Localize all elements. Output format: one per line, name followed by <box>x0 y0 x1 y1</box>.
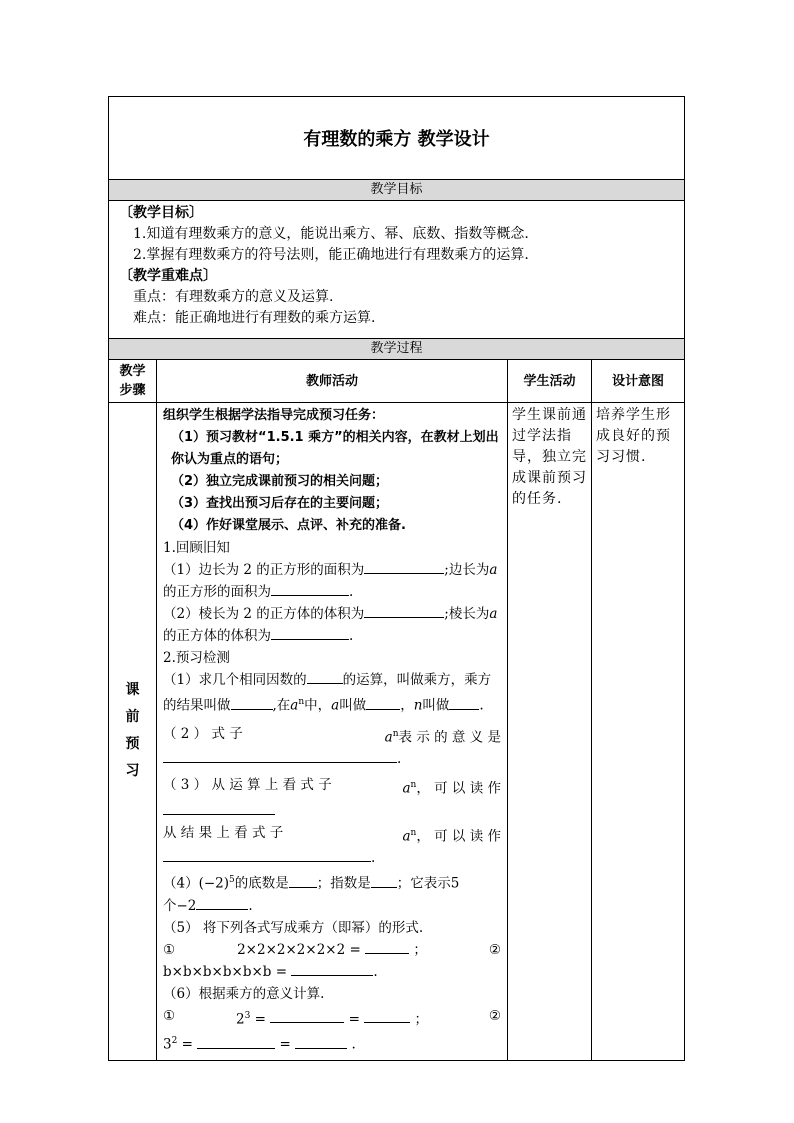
text: （ 3 ） 从 运 算 上 看 式 子 <box>163 777 332 793</box>
review-q1 <box>163 559 501 603</box>
task-item: （2）独立完成课前预习的相关问题； <box>171 474 389 489</box>
text: （ 2 ） 式 子 <box>163 725 243 742</box>
circled-number: ② <box>488 1007 501 1024</box>
text: ；指数是 <box>316 875 371 892</box>
preview-title: 2.预习检测 <box>163 650 230 666</box>
goals-heading: 〔教学目标〕 <box>119 205 203 221</box>
text: （4） <box>163 875 199 892</box>
text: 叫做 <box>422 697 450 714</box>
process-band: 教学过程 <box>109 339 685 360</box>
preview-q3-part2 <box>163 822 501 848</box>
answer-blank <box>163 847 371 862</box>
text: 个 <box>163 897 177 914</box>
text: . <box>371 850 376 866</box>
text: 中， <box>304 697 332 714</box>
text: ， 可 以 读 作 <box>416 828 501 844</box>
goals-section <box>109 201 685 339</box>
text: （1）边长为 2 的正方形的面积为 <box>163 562 365 578</box>
lesson-plan-table <box>108 96 685 1061</box>
answer-blank <box>163 748 397 763</box>
circled-number: ① <box>163 1007 176 1024</box>
preview-q3 <box>163 774 501 800</box>
header-step-label: 教学步骤 <box>119 364 146 398</box>
text: ；它表示 <box>396 875 451 892</box>
answer-blank <box>270 1008 344 1023</box>
variable: a <box>402 828 411 844</box>
answer-blank <box>295 1034 347 1049</box>
text: ;棱长为 <box>444 606 490 622</box>
goal-item: 1.知道有理数乘方的意义，能说出乘方、幂、底数、指数等概念. <box>133 226 529 242</box>
answer-blank <box>366 695 400 710</box>
expression: b×b×b×b×b×b = <box>163 963 288 980</box>
variable: a <box>489 606 498 622</box>
expression: (−2) <box>198 875 230 892</box>
expression: 2 <box>236 1011 245 1027</box>
exponent: 5 <box>229 875 235 885</box>
text: 从 结 果 上 看 式 子 <box>163 824 284 841</box>
expression: 2×2×2×2×2×2 = <box>237 941 361 958</box>
task-item: （1）预习教材“1.5.1 乘方”的相关内容，在教材上划出你认为重点的语句； <box>171 430 499 467</box>
text: （1）求几个相同因数的 <box>163 672 307 688</box>
preview-q3-answer1 <box>163 800 501 822</box>
answer-blank <box>371 873 397 888</box>
answer-blank <box>449 695 479 710</box>
text: ， <box>400 697 414 714</box>
text: （2）棱长为 2 的正方体的体积为 <box>163 606 365 622</box>
answer-blank <box>289 873 317 888</box>
variable: n <box>413 697 423 714</box>
page-title: 有理数的乘方 教学设计 <box>109 97 685 180</box>
goal-item: 2.掌握有理数乘方的符号法则，能正确地进行有理数乘方的运算. <box>133 247 529 263</box>
preview-q6-line2 <box>163 1030 501 1056</box>
answer-blank <box>271 581 349 596</box>
text: 叫做 <box>339 697 367 714</box>
header-student: 学生活动 <box>508 360 592 403</box>
text: ;边长为 <box>444 562 490 578</box>
circled-number: ① <box>163 941 176 958</box>
header-design: 设计意图 <box>592 360 685 403</box>
text: . <box>351 1036 356 1053</box>
preview-q4 <box>163 869 501 895</box>
text: = <box>181 1036 193 1053</box>
text: = <box>348 1011 360 1027</box>
preview-q2-answer <box>163 748 501 770</box>
answer-blank <box>307 669 343 684</box>
step-name-cell <box>109 403 157 1061</box>
key-point: 重点：有理数乘方的意义及运算. <box>133 289 334 305</box>
preview-q4-cont <box>163 895 501 917</box>
variable: a <box>331 697 340 714</box>
answer-blank <box>163 800 275 815</box>
text: 的底数是 <box>234 875 289 892</box>
task-intro: 组织学生根据学法指导完成预习任务： <box>163 408 385 423</box>
preview-q2 <box>163 723 501 749</box>
answer-blank <box>291 961 373 976</box>
text: = <box>254 1011 266 1027</box>
answer-blank <box>365 939 409 954</box>
text: 的正方形的面积为 <box>163 584 271 600</box>
variable: a <box>402 780 411 797</box>
circled-number: ② <box>488 941 501 958</box>
exponent: 2 <box>171 1036 178 1046</box>
text: 5 <box>450 875 460 892</box>
text: . <box>349 584 354 600</box>
key-points-heading: 〔教学重难点〕 <box>119 268 217 284</box>
answer-blank <box>196 895 248 910</box>
variable: a <box>384 729 393 745</box>
text: . <box>373 963 378 980</box>
text: ； <box>413 941 427 958</box>
answer-blank <box>364 559 444 574</box>
exponent: 3 <box>244 1010 251 1021</box>
review-title: 1.回顾旧知 <box>163 540 230 556</box>
text: . <box>248 897 253 914</box>
preview-q5-line <box>163 939 501 961</box>
step-name: 课前预习 <box>125 682 140 780</box>
exponent: n <box>410 780 417 790</box>
goals-band: 教学目标 <box>109 180 685 201</box>
preview-q6: （6）根据乘方的意义计算. <box>163 985 325 1002</box>
task-item: （3）查找出预习后存在的主要问题； <box>171 496 389 511</box>
answer-blank <box>364 603 444 618</box>
text: . <box>479 697 484 714</box>
preview-q5: （5） 将下列各式写成乘方（即幂）的形式. <box>163 919 424 936</box>
header-teacher: 教师活动 <box>157 360 508 403</box>
text: 的运算，叫做乘方，乘方的结果叫做 <box>163 672 492 714</box>
preview-q1 <box>163 669 501 717</box>
text: ， 可 以 读 作 <box>416 780 501 797</box>
exponent: n <box>392 728 399 739</box>
expression: 3 <box>163 1036 172 1053</box>
design-intent: 培养学生形成良好的预习习惯. <box>592 403 685 1061</box>
answer-blank <box>364 1008 410 1023</box>
preview-q3-answer2 <box>163 847 501 869</box>
answer-blank <box>231 695 273 710</box>
text: . <box>349 628 354 644</box>
exponent: n <box>410 827 417 838</box>
teacher-activity <box>157 403 508 1061</box>
text: ,在 <box>272 697 291 714</box>
text: −2 <box>176 897 197 914</box>
text: ； <box>414 1011 428 1027</box>
preview-q6-line <box>163 1005 501 1031</box>
header-step <box>109 360 157 403</box>
text: 的正方体的体积为 <box>163 628 271 644</box>
text: . <box>397 751 402 767</box>
text: = <box>279 1036 291 1053</box>
student-activity: 学生课前通过学法指导，独立完成课前预习的任务. <box>508 403 592 1061</box>
answer-blank <box>197 1034 275 1049</box>
difficult-point: 难点：能正确地进行有理数的乘方运算. <box>133 310 376 326</box>
variable: a <box>489 562 498 578</box>
answer-blank <box>271 625 349 640</box>
text: 表 示 的 意 义 是 <box>398 729 501 745</box>
preview-q5-line2 <box>163 961 501 983</box>
review-q2 <box>163 603 501 647</box>
exponent: n <box>298 697 305 707</box>
variable: a <box>290 697 299 714</box>
task-item: （4）作好课堂展示、点评、补充的准备. <box>171 518 406 533</box>
